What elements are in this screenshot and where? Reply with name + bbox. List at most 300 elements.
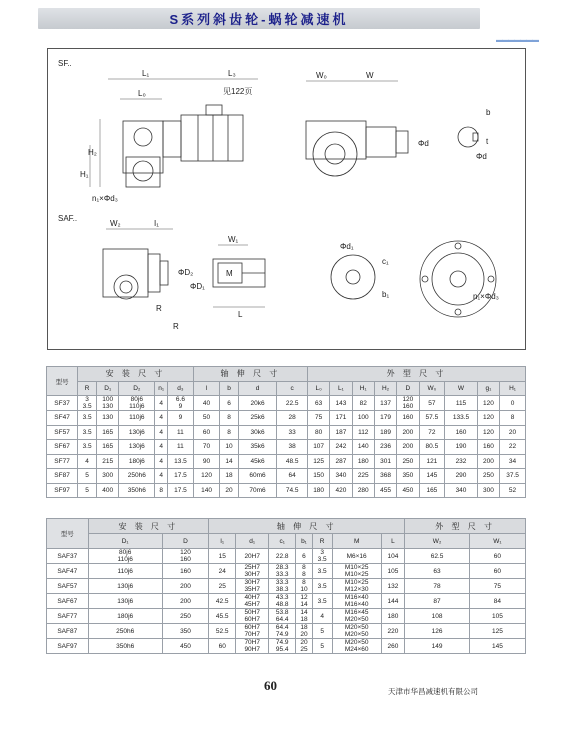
value-cell: 60m6 bbox=[238, 469, 277, 484]
value-cell: 75 bbox=[307, 411, 329, 426]
title-banner bbox=[38, 8, 480, 29]
value-cell: 70 bbox=[193, 440, 220, 455]
value-cell: 14 18 bbox=[296, 609, 312, 624]
value-cell: 180j6 bbox=[119, 454, 155, 469]
value-cell: 130j6 bbox=[88, 594, 162, 609]
value-cell: 120 160 bbox=[162, 549, 208, 564]
value-cell: 110j6 bbox=[119, 411, 155, 426]
value-cell: 60 bbox=[193, 425, 220, 440]
install-group-header: 安 装 尺 寸 bbox=[88, 519, 209, 534]
column-header: l bbox=[193, 381, 220, 396]
value-cell: 120 bbox=[477, 411, 499, 426]
value-cell: 160 bbox=[477, 440, 499, 455]
value-cell: 250 bbox=[162, 609, 208, 624]
value-cell: 25H7 30H7 bbox=[236, 564, 269, 579]
value-cell: 450 bbox=[162, 639, 208, 654]
value-cell: 0 bbox=[500, 396, 526, 411]
model-cell: SF57 bbox=[47, 425, 78, 440]
value-cell: 6.6 9 bbox=[168, 396, 194, 411]
saf-dimension-table bbox=[46, 518, 526, 654]
value-cell: 120 bbox=[477, 396, 499, 411]
value-cell: 171 bbox=[330, 411, 352, 426]
model-cell: SAF37 bbox=[47, 549, 89, 564]
value-cell: 57.5 bbox=[419, 411, 445, 426]
table-row bbox=[47, 624, 526, 639]
value-cell: 72 bbox=[419, 425, 445, 440]
value-cell: 125 bbox=[307, 454, 329, 469]
decorative-dots: ▬▬▬▬▬▬▬ bbox=[496, 37, 538, 44]
value-cell: 53.8 64.4 bbox=[269, 609, 296, 624]
value-cell: 220 bbox=[381, 624, 405, 639]
value-cell: 260 bbox=[381, 639, 405, 654]
column-header: H₁ bbox=[352, 381, 374, 396]
value-cell: 180 bbox=[381, 609, 405, 624]
label-w2: W₂ bbox=[110, 219, 121, 228]
value-cell: 250h6 bbox=[119, 469, 155, 484]
column-header: c₁ bbox=[269, 534, 296, 549]
table-row bbox=[47, 639, 526, 654]
value-cell: 120 160 bbox=[397, 396, 419, 411]
value-cell: 150 bbox=[307, 469, 329, 484]
model-cell: SF37 bbox=[47, 396, 78, 411]
value-cell: 189 bbox=[374, 425, 396, 440]
label-m: M bbox=[226, 269, 233, 278]
column-header: d bbox=[238, 381, 277, 396]
value-cell: 30H7 35H7 bbox=[236, 579, 269, 594]
value-cell: 8 10 bbox=[296, 579, 312, 594]
value-cell: 225 bbox=[352, 469, 374, 484]
column-header: d₃ bbox=[168, 381, 194, 396]
value-cell: 5 bbox=[78, 469, 97, 484]
value-cell: 200 bbox=[397, 425, 419, 440]
value-cell: 70m6 bbox=[238, 483, 277, 498]
column-header: W₀ bbox=[419, 381, 445, 396]
value-cell: 190 bbox=[445, 440, 478, 455]
value-cell: 340 bbox=[445, 483, 478, 498]
label-i1: I₁ bbox=[154, 219, 159, 228]
column-header: W₂ bbox=[405, 534, 470, 549]
value-cell: 52.5 bbox=[209, 624, 236, 639]
value-cell: 145 bbox=[419, 469, 445, 484]
value-cell: 13.5 bbox=[168, 454, 194, 469]
value-cell: 80j6 110j6 bbox=[119, 396, 155, 411]
column-header: D bbox=[397, 381, 419, 396]
value-cell: 5 bbox=[312, 639, 332, 654]
value-cell: 133.5 bbox=[445, 411, 478, 426]
label-b: b bbox=[486, 108, 491, 117]
value-cell: 287 bbox=[330, 454, 352, 469]
column-header: W bbox=[445, 381, 478, 396]
value-cell: 110j6 bbox=[88, 564, 162, 579]
model-cell: SAF77 bbox=[47, 609, 89, 624]
label-b1: b₁ bbox=[382, 290, 390, 299]
value-cell: 350h6 bbox=[119, 483, 155, 498]
value-cell: 232 bbox=[445, 454, 478, 469]
value-cell: 8 bbox=[220, 425, 238, 440]
value-cell: 112 bbox=[352, 425, 374, 440]
model-cell: SAF47 bbox=[47, 564, 89, 579]
value-cell: 37.5 bbox=[500, 469, 526, 484]
value-cell: 130j6 bbox=[119, 425, 155, 440]
value-cell: 160 bbox=[162, 564, 208, 579]
value-cell: 74.9 95.4 bbox=[269, 639, 296, 654]
value-cell: 420 bbox=[330, 483, 352, 498]
value-cell: 25 bbox=[209, 579, 236, 594]
value-cell: M6×16 bbox=[332, 549, 381, 564]
label-w1: W₁ bbox=[228, 235, 239, 244]
value-cell: 4 bbox=[155, 411, 168, 426]
value-cell: 11 bbox=[168, 440, 194, 455]
value-cell: 143 bbox=[330, 396, 352, 411]
value-cell: 280 bbox=[352, 483, 374, 498]
saf-hub bbox=[331, 255, 375, 299]
label-phi-d-shaft: Φd bbox=[476, 152, 487, 161]
value-cell: 115 bbox=[445, 396, 478, 411]
value-cell: 75 bbox=[469, 579, 525, 594]
value-cell: 215 bbox=[97, 454, 119, 469]
value-cell: 34 bbox=[500, 454, 526, 469]
value-cell: 3.5 bbox=[78, 440, 97, 455]
value-cell: 130j6 bbox=[119, 440, 155, 455]
sf-dimension-table bbox=[46, 366, 526, 498]
value-cell: 130 bbox=[97, 411, 119, 426]
value-cell: 108 bbox=[405, 609, 470, 624]
label-c1: c₁ bbox=[382, 257, 389, 266]
page-number: 60 bbox=[264, 678, 277, 693]
column-header: D₂ bbox=[119, 381, 155, 396]
value-cell: 60 bbox=[469, 549, 525, 564]
value-cell: 187 bbox=[330, 425, 352, 440]
value-cell: 125 bbox=[469, 624, 525, 639]
value-cell: 300 bbox=[97, 469, 119, 484]
value-cell: 107 bbox=[307, 440, 329, 455]
label-r-1: R bbox=[156, 304, 162, 313]
column-header: H₁ bbox=[500, 381, 526, 396]
table-row bbox=[47, 411, 526, 426]
value-cell: 120 bbox=[477, 425, 499, 440]
value-cell: 43.3 48.8 bbox=[269, 594, 296, 609]
value-cell: 84 bbox=[469, 594, 525, 609]
value-cell: 20k6 bbox=[238, 396, 277, 411]
value-cell: 40 bbox=[193, 396, 220, 411]
model-cell: SF47 bbox=[47, 411, 78, 426]
table-row bbox=[47, 609, 526, 624]
value-cell: 90 bbox=[193, 454, 220, 469]
column-header: b bbox=[220, 381, 238, 396]
label-t: t bbox=[486, 137, 489, 146]
value-cell: 20 bbox=[500, 425, 526, 440]
value-cell: 160 bbox=[445, 425, 478, 440]
value-cell: 78 bbox=[405, 579, 470, 594]
value-cell: 160 bbox=[397, 411, 419, 426]
value-cell: 200 bbox=[397, 440, 419, 455]
value-cell: 40H7 45H7 bbox=[236, 594, 269, 609]
value-cell: 64 bbox=[277, 469, 308, 484]
label-w: W bbox=[366, 71, 374, 80]
value-cell: 455 bbox=[374, 483, 396, 498]
table-row bbox=[47, 579, 526, 594]
value-cell: 15 bbox=[209, 549, 236, 564]
value-cell: 4 bbox=[78, 454, 97, 469]
value-cell: 3.5 bbox=[78, 411, 97, 426]
label-phi-d2: ΦD₂ bbox=[178, 268, 194, 277]
value-cell: 132 bbox=[381, 579, 405, 594]
value-cell: 33 bbox=[277, 425, 308, 440]
column-header: R bbox=[78, 381, 97, 396]
model-cell: SF97 bbox=[47, 483, 78, 498]
model-cell: SAF97 bbox=[47, 639, 89, 654]
model-cell: SAF87 bbox=[47, 624, 89, 639]
label-n1d3: n₁×Φd₃ bbox=[92, 194, 118, 203]
value-cell: M10×25 M10×25 bbox=[332, 564, 381, 579]
column-header: M bbox=[332, 534, 381, 549]
column-header: L₁ bbox=[330, 381, 352, 396]
value-cell: 60H7 70H7 bbox=[236, 624, 269, 639]
value-cell: 4 bbox=[155, 469, 168, 484]
value-cell: 64.4 74.9 bbox=[269, 624, 296, 639]
value-cell: M20×50 M24×60 bbox=[332, 639, 381, 654]
label-l1: L₁ bbox=[142, 69, 150, 78]
value-cell: 145 bbox=[469, 639, 525, 654]
value-cell: 8 bbox=[500, 411, 526, 426]
value-cell: 4 bbox=[155, 454, 168, 469]
value-cell: 250h6 bbox=[88, 624, 162, 639]
sf-motor bbox=[181, 115, 243, 161]
value-cell: 250 bbox=[397, 454, 419, 469]
value-cell: 8 bbox=[220, 411, 238, 426]
value-cell: 28.3 33.3 bbox=[269, 564, 296, 579]
value-cell: 4 bbox=[312, 609, 332, 624]
value-cell: 290 bbox=[445, 469, 478, 484]
value-cell: 8 bbox=[155, 483, 168, 498]
value-cell: 104 bbox=[381, 549, 405, 564]
value-cell: 60 bbox=[209, 639, 236, 654]
shaft-group-header: 轴 伸 尺 寸 bbox=[209, 519, 405, 534]
column-header: b₁ bbox=[296, 534, 312, 549]
model-header: 型号 bbox=[47, 367, 78, 396]
value-cell: 22.8 bbox=[269, 549, 296, 564]
value-cell: 368 bbox=[374, 469, 396, 484]
value-cell: M20×50 M20×50 bbox=[332, 624, 381, 639]
column-header: D₁ bbox=[88, 534, 162, 549]
value-cell: 3.5 bbox=[78, 425, 97, 440]
value-cell: 50 bbox=[193, 411, 220, 426]
label-r-2: R bbox=[173, 322, 179, 331]
value-cell: 3 3.5 bbox=[312, 549, 332, 564]
value-cell: 80.5 bbox=[419, 440, 445, 455]
column-header: g₁ bbox=[477, 381, 499, 396]
sf-label: SF.. bbox=[58, 59, 72, 68]
table-row bbox=[47, 469, 526, 484]
value-cell: 87 bbox=[405, 594, 470, 609]
saf-housing bbox=[103, 249, 148, 297]
shaft-section bbox=[458, 127, 478, 147]
value-cell: 126 bbox=[405, 624, 470, 639]
label-phi-d1-small: Φd₁ bbox=[340, 242, 354, 251]
value-cell: 3.5 bbox=[312, 564, 332, 579]
value-cell: 180j6 bbox=[88, 609, 162, 624]
column-header: D₁ bbox=[97, 381, 119, 396]
value-cell: 5 bbox=[312, 624, 332, 639]
value-cell: 74.5 bbox=[277, 483, 308, 498]
value-cell: 35k6 bbox=[238, 440, 277, 455]
label-l3: L₃ bbox=[228, 69, 236, 78]
value-cell: 52 bbox=[500, 483, 526, 498]
value-cell: 180 bbox=[307, 483, 329, 498]
model-cell: SF87 bbox=[47, 469, 78, 484]
value-cell: 9 bbox=[168, 411, 194, 426]
table-row bbox=[47, 549, 526, 564]
value-cell: M16×45 M20×50 bbox=[332, 609, 381, 624]
value-cell: 140 bbox=[352, 440, 374, 455]
value-cell: 242 bbox=[330, 440, 352, 455]
value-cell: 17.5 bbox=[168, 469, 194, 484]
shaft-group-header: 轴 伸 尺 寸 bbox=[193, 367, 307, 382]
value-cell: 17.5 bbox=[168, 483, 194, 498]
value-cell: 38 bbox=[277, 440, 308, 455]
value-cell: 180 bbox=[352, 454, 374, 469]
value-cell: 137 bbox=[374, 396, 396, 411]
value-cell: 70H7 90H7 bbox=[236, 639, 269, 654]
value-cell: 140 bbox=[193, 483, 220, 498]
page-title: S系列斜齿轮-蜗轮减速机 bbox=[169, 12, 349, 27]
value-cell: 48.5 bbox=[277, 454, 308, 469]
model-cell: SF67 bbox=[47, 440, 78, 455]
label-l0: L₀ bbox=[138, 89, 146, 98]
value-cell: 200 bbox=[162, 594, 208, 609]
table-row bbox=[47, 440, 526, 455]
technical-drawing bbox=[48, 49, 525, 349]
value-cell: 22.5 bbox=[277, 396, 308, 411]
value-cell: 60 bbox=[469, 564, 525, 579]
value-cell: 3 3.5 bbox=[78, 396, 97, 411]
value-cell: 6 bbox=[220, 396, 238, 411]
sf-gear-housing bbox=[123, 121, 163, 173]
value-cell: 120 bbox=[193, 469, 220, 484]
value-cell: 105 bbox=[469, 609, 525, 624]
column-header: d₁ bbox=[236, 534, 269, 549]
outline-group-header: 外 型 尺 寸 bbox=[405, 519, 526, 534]
column-header: n₁ bbox=[155, 381, 168, 396]
drawing-panel bbox=[47, 48, 526, 350]
value-cell: 50H7 60H7 bbox=[236, 609, 269, 624]
value-cell: 5 bbox=[78, 483, 97, 498]
value-cell: 300 bbox=[477, 483, 499, 498]
model-cell: SAF67 bbox=[47, 594, 89, 609]
table-row bbox=[47, 564, 526, 579]
value-cell: 45k6 bbox=[238, 454, 277, 469]
label-phi-d1: ΦD₁ bbox=[190, 282, 205, 291]
value-cell: 250 bbox=[477, 469, 499, 484]
table-row bbox=[47, 483, 526, 498]
value-cell: 25k6 bbox=[238, 411, 277, 426]
value-cell: 10 bbox=[220, 440, 238, 455]
value-cell: 6 bbox=[296, 549, 312, 564]
value-cell: 121 bbox=[419, 454, 445, 469]
value-cell: 200 bbox=[162, 579, 208, 594]
value-cell: 165 bbox=[419, 483, 445, 498]
value-cell: 4 bbox=[155, 440, 168, 455]
label-see-page: 见122页 bbox=[223, 87, 253, 96]
value-cell: 20H7 bbox=[236, 549, 269, 564]
value-cell: 144 bbox=[381, 594, 405, 609]
value-cell: 82 bbox=[352, 396, 374, 411]
value-cell: 179 bbox=[374, 411, 396, 426]
value-cell: 30k6 bbox=[238, 425, 277, 440]
value-cell: 11 bbox=[168, 425, 194, 440]
value-cell: 20 25 bbox=[296, 639, 312, 654]
column-header: L₀ bbox=[307, 381, 329, 396]
column-header: H₂ bbox=[374, 381, 396, 396]
value-cell: 18 bbox=[220, 469, 238, 484]
outline-group-header: 外 型 尺 寸 bbox=[307, 367, 525, 382]
value-cell: 20 bbox=[220, 483, 238, 498]
value-cell: 42.5 bbox=[209, 594, 236, 609]
column-header: W₁ bbox=[469, 534, 525, 549]
value-cell: 236 bbox=[374, 440, 396, 455]
value-cell: 350 bbox=[397, 469, 419, 484]
value-cell: 28 bbox=[277, 411, 308, 426]
value-cell: 450 bbox=[397, 483, 419, 498]
value-cell: 57 bbox=[419, 396, 445, 411]
value-cell: 63 bbox=[405, 564, 470, 579]
value-cell: 100 130 bbox=[97, 396, 119, 411]
value-cell: 12 14 bbox=[296, 594, 312, 609]
value-cell: 165 bbox=[97, 440, 119, 455]
label-l: L bbox=[238, 310, 243, 319]
value-cell: M16×40 M16×40 bbox=[332, 594, 381, 609]
value-cell: 18 20 bbox=[296, 624, 312, 639]
label-h2: H₂ bbox=[88, 148, 97, 157]
value-cell: 100 bbox=[352, 411, 374, 426]
value-cell: 45.5 bbox=[209, 609, 236, 624]
value-cell: 301 bbox=[374, 454, 396, 469]
value-cell: 130j6 bbox=[88, 579, 162, 594]
value-cell: 3.5 bbox=[312, 579, 332, 594]
value-cell: 4 bbox=[155, 425, 168, 440]
label-n1d3-flange: n₁×Φd₃ bbox=[473, 292, 499, 301]
value-cell: 400 bbox=[97, 483, 119, 498]
value-cell: 63 bbox=[307, 396, 329, 411]
column-header: l₁ bbox=[209, 534, 236, 549]
column-header: D bbox=[162, 534, 208, 549]
value-cell: 149 bbox=[405, 639, 470, 654]
value-cell: 200 bbox=[477, 454, 499, 469]
value-cell: 350 bbox=[162, 624, 208, 639]
model-header: 型号 bbox=[47, 519, 89, 549]
value-cell: 80 bbox=[307, 425, 329, 440]
table-row bbox=[47, 425, 526, 440]
value-cell: 340 bbox=[330, 469, 352, 484]
table-row bbox=[47, 396, 526, 411]
value-cell: 80j6 110j6 bbox=[88, 549, 162, 564]
value-cell: 165 bbox=[97, 425, 119, 440]
value-cell: 14 bbox=[220, 454, 238, 469]
install-group-header: 安 装 尺 寸 bbox=[78, 367, 194, 382]
saf-flange bbox=[420, 241, 496, 317]
column-header: c bbox=[277, 381, 308, 396]
table-row bbox=[47, 454, 526, 469]
value-cell: 62.5 bbox=[405, 549, 470, 564]
label-w0: W₀ bbox=[316, 71, 327, 80]
company-name: 天津市华昌减速机有限公司 bbox=[388, 687, 478, 696]
label-h1: H₁ bbox=[80, 170, 89, 179]
table-row bbox=[47, 594, 526, 609]
label-phi-d: Φd bbox=[418, 139, 429, 148]
column-header: L bbox=[381, 534, 405, 549]
model-cell: SF77 bbox=[47, 454, 78, 469]
value-cell: 105 bbox=[381, 564, 405, 579]
